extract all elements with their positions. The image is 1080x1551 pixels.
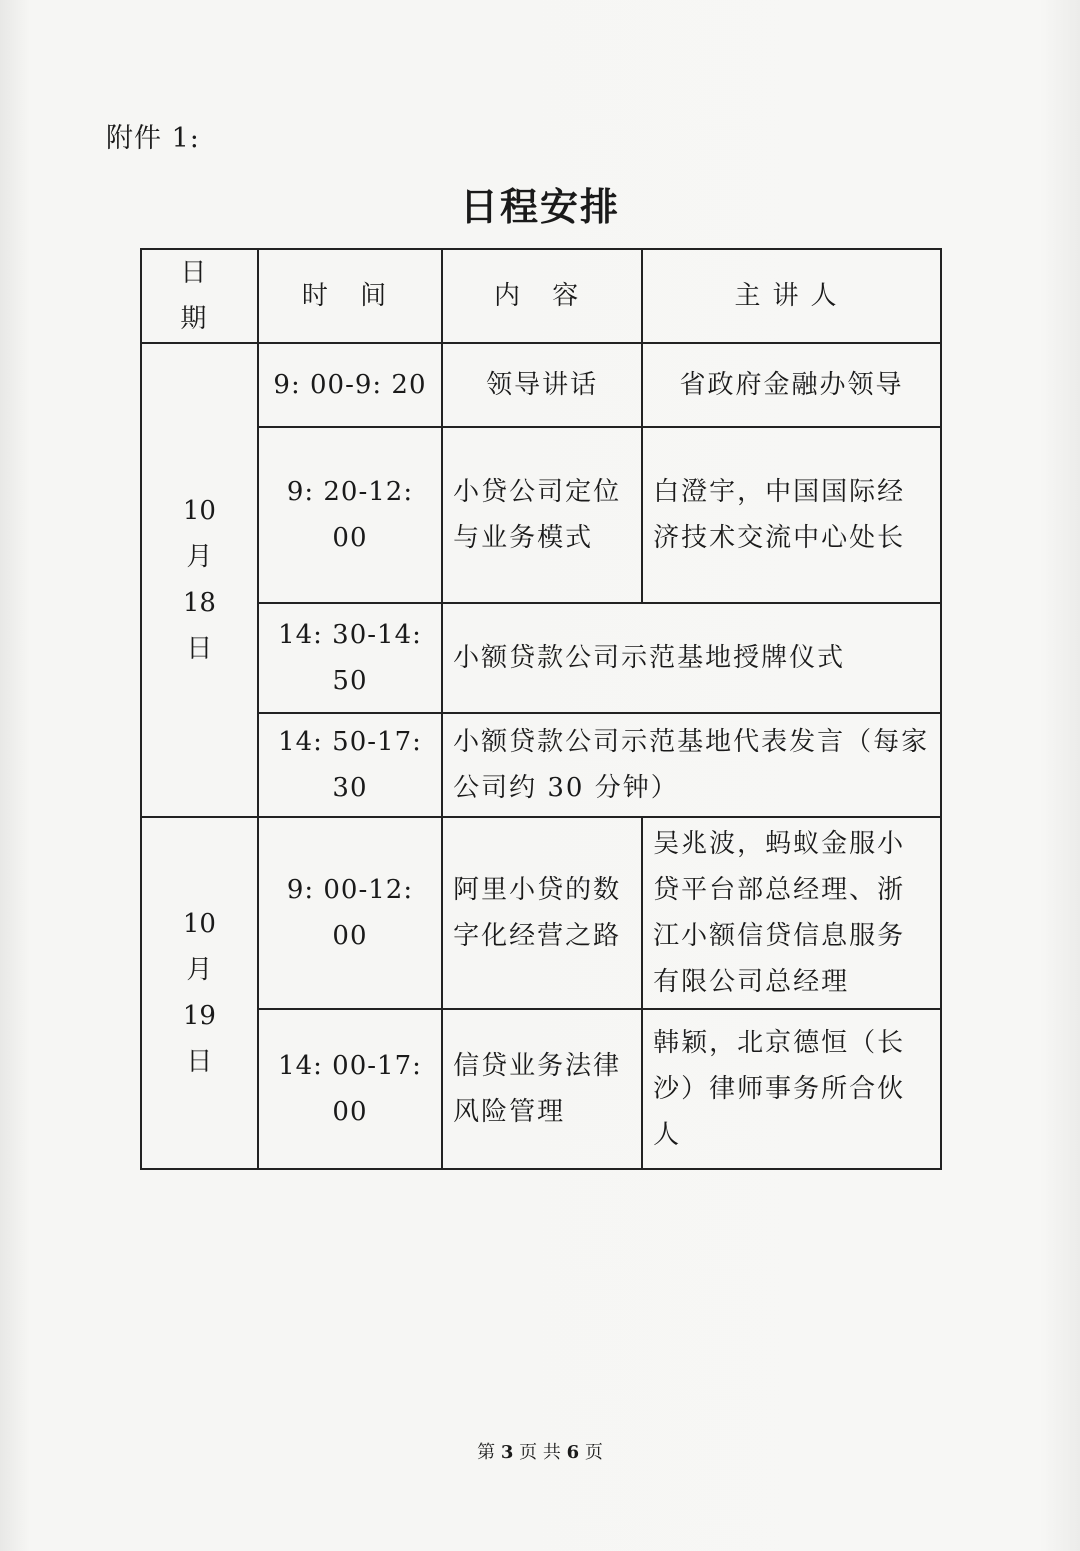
header-content: 内 容: [442, 249, 642, 343]
date-cell-oct-18: [141, 343, 258, 817]
page-footer: [0, 1438, 1080, 1464]
date-ri: 日: [186, 634, 213, 664]
table-row: [141, 603, 941, 713]
header-speaker: 主讲人: [642, 249, 941, 343]
content-cell: 信贷业务法律风险管理: [442, 1009, 642, 1169]
schedule-table: [140, 248, 942, 1170]
time-cell: 14: 00-17: 00: [258, 1009, 442, 1169]
table-row: [141, 713, 941, 817]
page-title: 日程安排: [459, 184, 620, 229]
table-row: [141, 1009, 941, 1169]
content-cell: 小额贷款公司示范基地授牌仪式: [442, 603, 941, 713]
time-cell: 14: 30-14: 50: [258, 603, 442, 713]
table-row: [141, 427, 941, 603]
content-cell: 小贷公司定位与业务模式: [442, 427, 642, 603]
time-cell: 9: 20-12: 00: [258, 427, 442, 603]
footer-page-number: 3: [500, 1442, 514, 1463]
header-date: 日 期: [141, 249, 258, 343]
footer-total-pages: 6: [566, 1442, 580, 1463]
attachment-label: 附件 1:: [106, 123, 200, 154]
content-cell: 领导讲话: [442, 343, 642, 427]
header-time: 时 间: [258, 249, 442, 343]
date-day: 18: [182, 588, 216, 618]
time-cell: 9: 00-9: 20: [258, 343, 442, 427]
speaker-cell: 韩颖，北京德恒（长沙）律师事务所合伙人: [642, 1009, 941, 1169]
footer-suffix: 页: [584, 1442, 603, 1463]
date-number: 10: [182, 496, 216, 526]
table-header-row: [141, 249, 941, 343]
table-row: [141, 817, 941, 1009]
footer-mid: 页 共: [519, 1442, 561, 1463]
content-cell: 小额贷款公司示范基地代表发言（每家公司约 30 分钟）: [442, 713, 941, 817]
speaker-cell: 省政府金融办领导: [642, 343, 941, 427]
speaker-cell: 白澄宇，中国国际经济技术交流中心处长: [642, 427, 941, 603]
date-month: 月: [186, 955, 213, 985]
content-cell: 阿里小贷的数字化经营之路: [442, 817, 642, 1009]
footer-prefix: 第: [477, 1442, 496, 1463]
table-row: [141, 343, 941, 427]
date-number: 10: [182, 909, 216, 939]
date-day: 19: [182, 1001, 216, 1031]
date-cell-oct-19: [141, 817, 258, 1169]
time-cell: 14: 50-17: 30: [258, 713, 442, 817]
speaker-cell: 吴兆波，蚂蚁金服小贷平台部总经理、浙江小额信贷信息服务有限公司总经理: [642, 817, 941, 1009]
date-ri: 日: [186, 1047, 213, 1077]
time-cell: 9: 00-12: 00: [258, 817, 442, 1009]
date-month: 月: [186, 542, 213, 572]
